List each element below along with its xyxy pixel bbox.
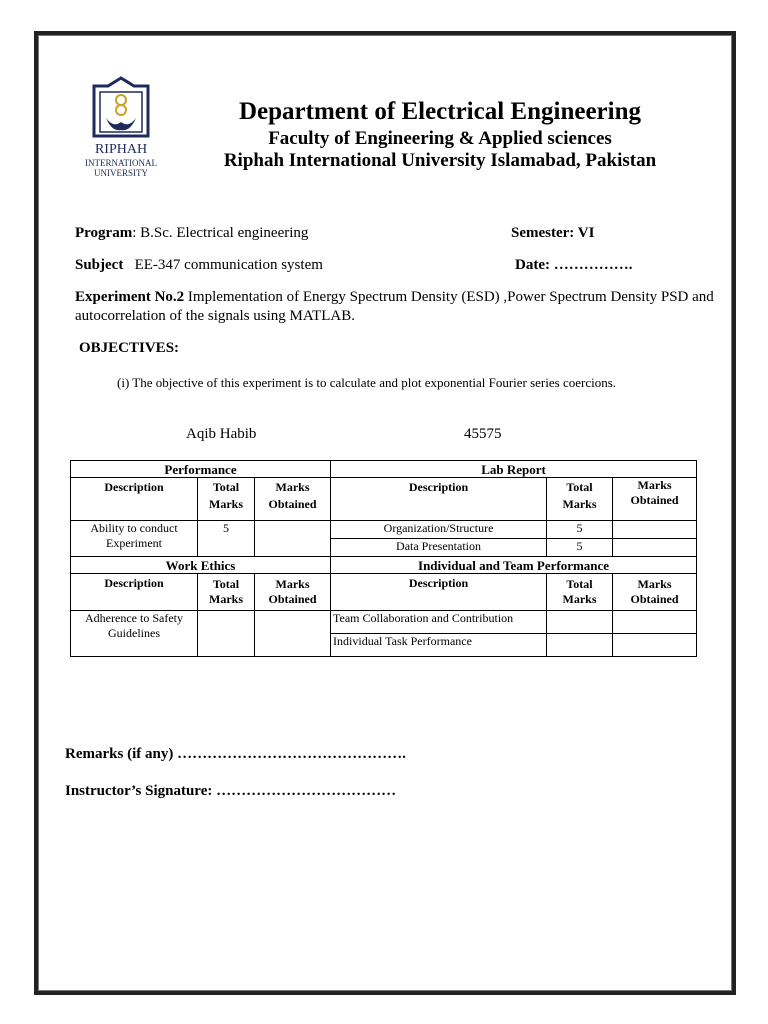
col-obtained: Marks Obtained <box>613 478 697 521</box>
remarks-line: Remarks (if any) ………………………………………. <box>65 746 406 762</box>
lab-description: Data Presentation <box>331 539 547 557</box>
logo-sub2: UNIVERSITY <box>94 168 148 178</box>
work-ethics-header: Work Ethics <box>71 557 331 574</box>
objectives-heading: OBJECTIVES: <box>79 340 180 356</box>
col-description: Description <box>331 478 547 521</box>
col-obtained: Marks Obtained <box>255 574 331 611</box>
faculty-title: Faculty of Engineering & Applied sciences <box>268 128 612 149</box>
subject-value: EE-347 communication system <box>134 257 323 273</box>
subject-line <box>75 257 323 274</box>
team-obtained[interactable] <box>613 634 697 657</box>
experiment-label: Experiment No.2 <box>75 289 185 305</box>
table-row <box>71 521 697 539</box>
performance-header: Performance <box>71 461 331 478</box>
ethics-description: Adherence to Safety Guidelines <box>71 611 198 657</box>
student-id: 45575 <box>464 426 502 442</box>
col-description: Description <box>331 574 547 611</box>
university-logo <box>80 76 162 180</box>
university-title: Riphah International University Islamabad, Pakistan <box>223 150 657 171</box>
subject-label: Subject <box>75 257 124 273</box>
lab-report-header: Lab Report <box>331 461 697 478</box>
experiment-value: Implementation of Energy Spectrum Density (ESD) ,Power Spectrum Density PSD and autocorrelation of the signals using MATLAB. <box>75 289 714 324</box>
perf-total: 5 <box>198 521 255 557</box>
student-name: Aqib Habib <box>186 426 257 442</box>
col-total: Total Marks <box>198 478 255 521</box>
objective-item: (i) The objective of this experiment is to calculate and plot exponential Fourier series coercions. <box>117 375 617 390</box>
experiment-line <box>75 288 715 326</box>
ethics-obtained[interactable] <box>255 611 331 657</box>
col-total: Total Marks <box>547 574 613 611</box>
col-obtained: Marks Obtained <box>613 574 697 611</box>
assessment-table <box>70 460 697 657</box>
semester: Semester: VI <box>511 225 595 241</box>
table-row <box>71 574 697 611</box>
team-description: Individual Task Performance <box>331 634 547 657</box>
perf-obtained[interactable] <box>255 521 331 557</box>
logo-emblem-icon <box>80 76 162 146</box>
col-description: Description <box>71 574 198 611</box>
col-total: Total Marks <box>547 478 613 521</box>
col-obtained: Marks Obtained <box>255 478 331 521</box>
ethics-total[interactable] <box>198 611 255 657</box>
lab-description: Organization/Structure <box>331 521 547 539</box>
col-total: Total Marks <box>198 574 255 611</box>
date: Date: ……………. <box>515 257 633 273</box>
team-performance-header: Individual and Team Performance <box>331 557 697 574</box>
program-label: Program <box>75 225 133 241</box>
table-row <box>71 478 697 521</box>
col-description: Description <box>71 478 198 521</box>
lab-total: 5 <box>547 539 613 557</box>
program-line <box>75 225 308 242</box>
team-description: Team Collaboration and Contribution <box>331 611 547 634</box>
team-total[interactable] <box>547 634 613 657</box>
lab-obtained[interactable] <box>613 539 697 557</box>
department-title: Department of Electrical Engineering <box>239 98 641 125</box>
logo-name: RIPHAH <box>94 142 148 157</box>
lab-total: 5 <box>547 521 613 539</box>
table-row <box>71 557 697 574</box>
table-row <box>71 611 697 634</box>
logo-sub1: INTERNATIONAL <box>85 158 157 168</box>
instructor-signature-line: Instructor’s Signature: ……………………………… <box>65 783 397 799</box>
program-value: : B.Sc. Electrical engineering <box>132 225 309 241</box>
lab-obtained[interactable] <box>613 521 697 539</box>
team-obtained[interactable] <box>613 611 697 634</box>
team-total[interactable] <box>547 611 613 634</box>
perf-description: Ability to conduct Experiment <box>71 521 198 557</box>
table-row <box>71 461 697 478</box>
